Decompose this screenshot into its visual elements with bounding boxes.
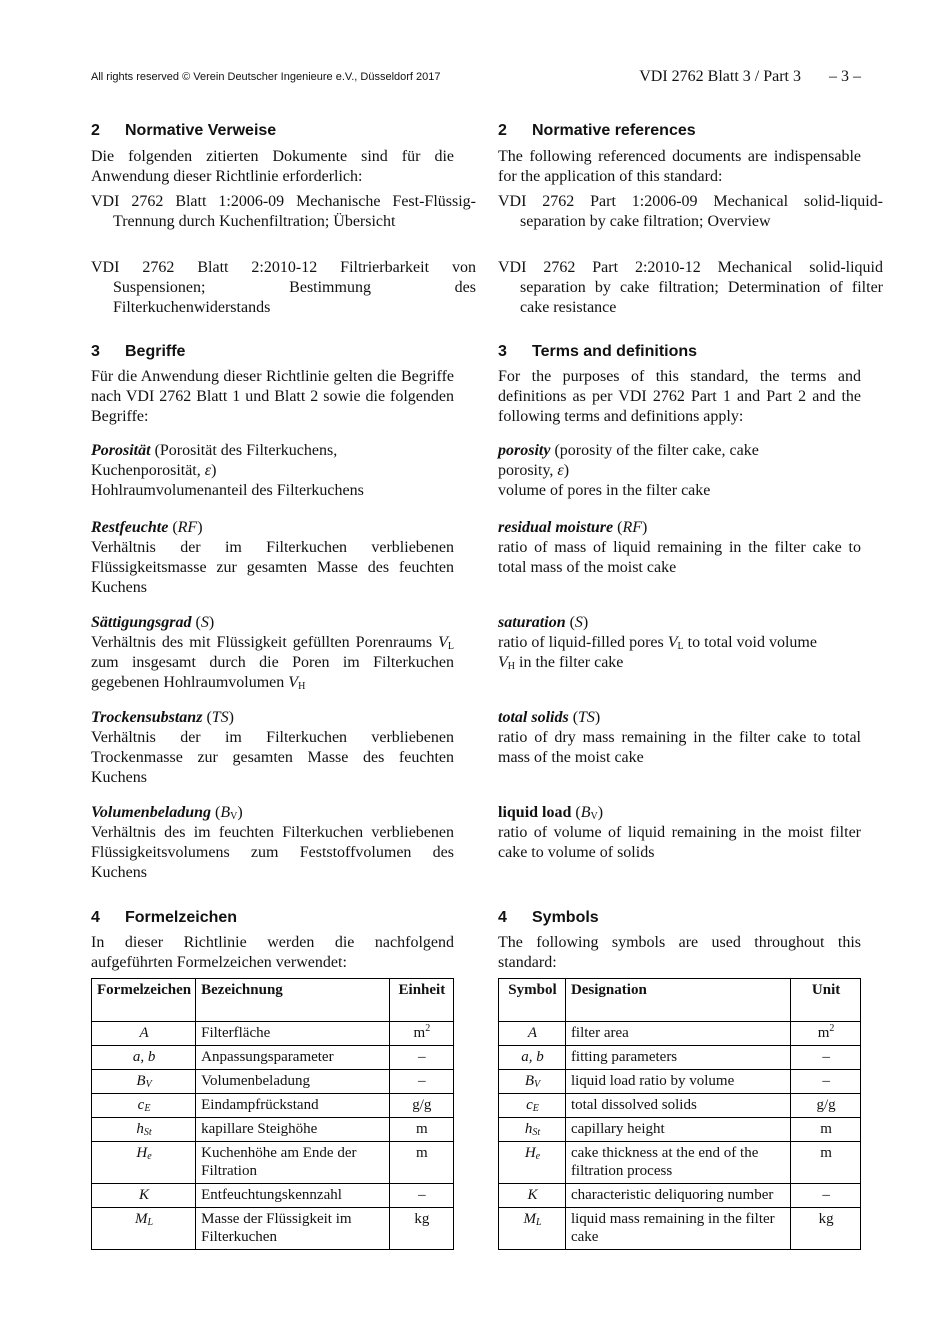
section-3-heading-en: 3 Terms and definitions — [498, 343, 698, 360]
term-residual-moisture-de: Restfeuchte (RF) Verhältnis der im Filterkuchen verbliebenen Flüssigkeitsmasse zur gesamten Masse des feuchten Kuchens — [91, 519, 454, 596]
table-row: K Entfeuchtungskennzahl – — [92, 1184, 454, 1208]
table-row: $c_E$ Eindampfrückstand g/g — [92, 1094, 454, 1118]
term-liquid-load-en: liquid load $(B_V)$ ratio of volume of liquid remaining in the moist filter cake to volume of solids — [498, 804, 861, 861]
term-saturation-en: saturation (S) ratio of liquid-filled pores $V_L$ to total void volume $V_H$ in the filter cake — [498, 614, 817, 672]
table-row: $H_e$ Kuchenhöhe am Ende der Filtration m — [92, 1142, 454, 1184]
table-row: a, b Anpassungsparameter – — [92, 1046, 454, 1070]
table-row: $h_{St}$ capillary height m — [499, 1118, 861, 1142]
section-3-heading-de: 3 Begriffe — [91, 343, 186, 360]
document-header — [639, 68, 861, 86]
copyright-notice: All rights reserved © Verein Deutscher Ingenieure e.V., Düsseldorf 2017 — [91, 71, 441, 83]
column-header-unit: Unit — [791, 979, 861, 1022]
normative-reference-2-en: VDI 2762 Part 2:2010-12 Mechanical solid-liquid separation by cake filtration; Determination of filter cake resistance — [498, 259, 883, 316]
table-row: $H_e$ cake thickness at the end of the filtration process m — [499, 1142, 861, 1184]
symbol-table-de — [91, 978, 454, 1250]
table-row: A filter area $m^2$ — [499, 1022, 861, 1046]
table-row: K characteristic deliquoring number – — [499, 1184, 861, 1208]
term-total-solids-de: Trockensubstanz (TS) Verhältnis der im Filterkuchen verbliebenen Trockenmasse zur gesamten Masse des feuchten Kuchens — [91, 709, 454, 786]
section-4-intro-de: In dieser Richtlinie werden die nachfolgend aufgeführten Formelzeichen verwendet: — [91, 934, 454, 971]
column-header-symbol: Symbol — [499, 979, 566, 1022]
section-2-heading-en: 2 Normative references — [498, 122, 696, 139]
section-3-intro-en: For the purposes of this standard, the terms and definitions as per VDI 2762 Part 1 and Part 2 and the following terms and definitions apply: — [498, 368, 861, 425]
term-total-solids-en: total solids (TS) ratio of dry mass remaining in the filter cake to total mass of the moist cake — [498, 709, 861, 766]
column-header-designation: Bezeichnung — [196, 979, 390, 1022]
section-2-intro-en: The following referenced documents are indispensable for the application of this standard: — [498, 148, 861, 185]
table-row: a, b fitting parameters – — [499, 1046, 861, 1070]
column-header-unit: Einheit — [389, 979, 453, 1022]
table-row: $M_L$ liquid mass remaining in the filter cake kg — [499, 1208, 861, 1250]
section-4-heading-en: 4 Symbols — [498, 909, 599, 926]
section-3-intro-de: Für die Anwendung dieser Richtlinie gelten die Begriffe nach VDI 2762 Blatt 1 und Blatt 2 sowie die folgenden Begriffe: — [91, 368, 454, 425]
document-id: VDI 2762 Blatt 3 / Part 3 — [639, 68, 801, 85]
table-row: $c_E$ total dissolved solids g/g — [499, 1094, 861, 1118]
symbol-table-en — [498, 978, 861, 1250]
column-header-designation: Designation — [565, 979, 790, 1022]
term-saturation-de: Sättigungsgrad (S) Verhältnis des mit Flüssigkeit gefüllten Porenraums $V_L$ zum insgesamt durch die Poren im Filterkuchen gegebenen Hohlraumvolumen $V_H$ — [91, 614, 454, 692]
section-2-heading-de: 2 Normative Verweise — [91, 122, 277, 139]
normative-reference-1-de: VDI 2762 Blatt 1:2006-09 Mechanische Fest-Flüssig-Trennung durch Kuchenfiltration; Übersicht — [91, 193, 476, 230]
table-row: $B_V$ liquid load ratio by volume – — [499, 1070, 861, 1094]
table-row: $B_V$ Volumenbeladung – — [92, 1070, 454, 1094]
table-row: $h_{St}$ kapillare Steighöhe m — [92, 1118, 454, 1142]
column-header-symbol: Formelzeichen — [92, 979, 196, 1022]
normative-reference-2-de: VDI 2762 Blatt 2:2010-12 Filtrierbarkeit von Suspensionen; Bestimmung des Filterkuchenwiderstands — [91, 259, 476, 316]
normative-reference-1-en: VDI 2762 Part 1:2006-09 Mechanical solid-liquid-separation by cake filtration; Overview — [498, 193, 883, 230]
term-liquid-load-de: Volumenbeladung $(B_V)$ Verhältnis des im feuchten Filterkuchen verbliebenen Flüssigkeitsvolumens zum Feststoffvolumen des Kuchens — [91, 804, 454, 881]
term-residual-moisture-en: residual moisture (RF) ratio of mass of liquid remaining in the filter cake to total mass of the moist cake — [498, 519, 861, 576]
section-4-intro-en: The following symbols are used throughout this standard: — [498, 934, 861, 971]
table-header-row — [92, 979, 454, 1022]
table-row: $M_L$ Masse der Flüssigkeit im Filterkuchen kg — [92, 1208, 454, 1250]
term-porosity-en: porosity (porosity of the filter cake, cake porosity, ε) volume of pores in the filter cake — [498, 442, 759, 499]
page-number: – 3 – — [829, 68, 861, 85]
table-header-row — [499, 979, 861, 1022]
table-row: A Filterfläche $m^2$ — [92, 1022, 454, 1046]
section-4-heading-de: 4 Formelzeichen — [91, 909, 238, 926]
term-porosity-de: Porosität (Porosität des Filterkuchens, Kuchenporosität, ε) Hohlraumvolumenanteil des Filterkuchens — [91, 442, 364, 499]
section-2-intro-de: Die folgenden zitierten Dokumente sind für die Anwendung dieser Richtlinie erforderlich: — [91, 148, 454, 185]
